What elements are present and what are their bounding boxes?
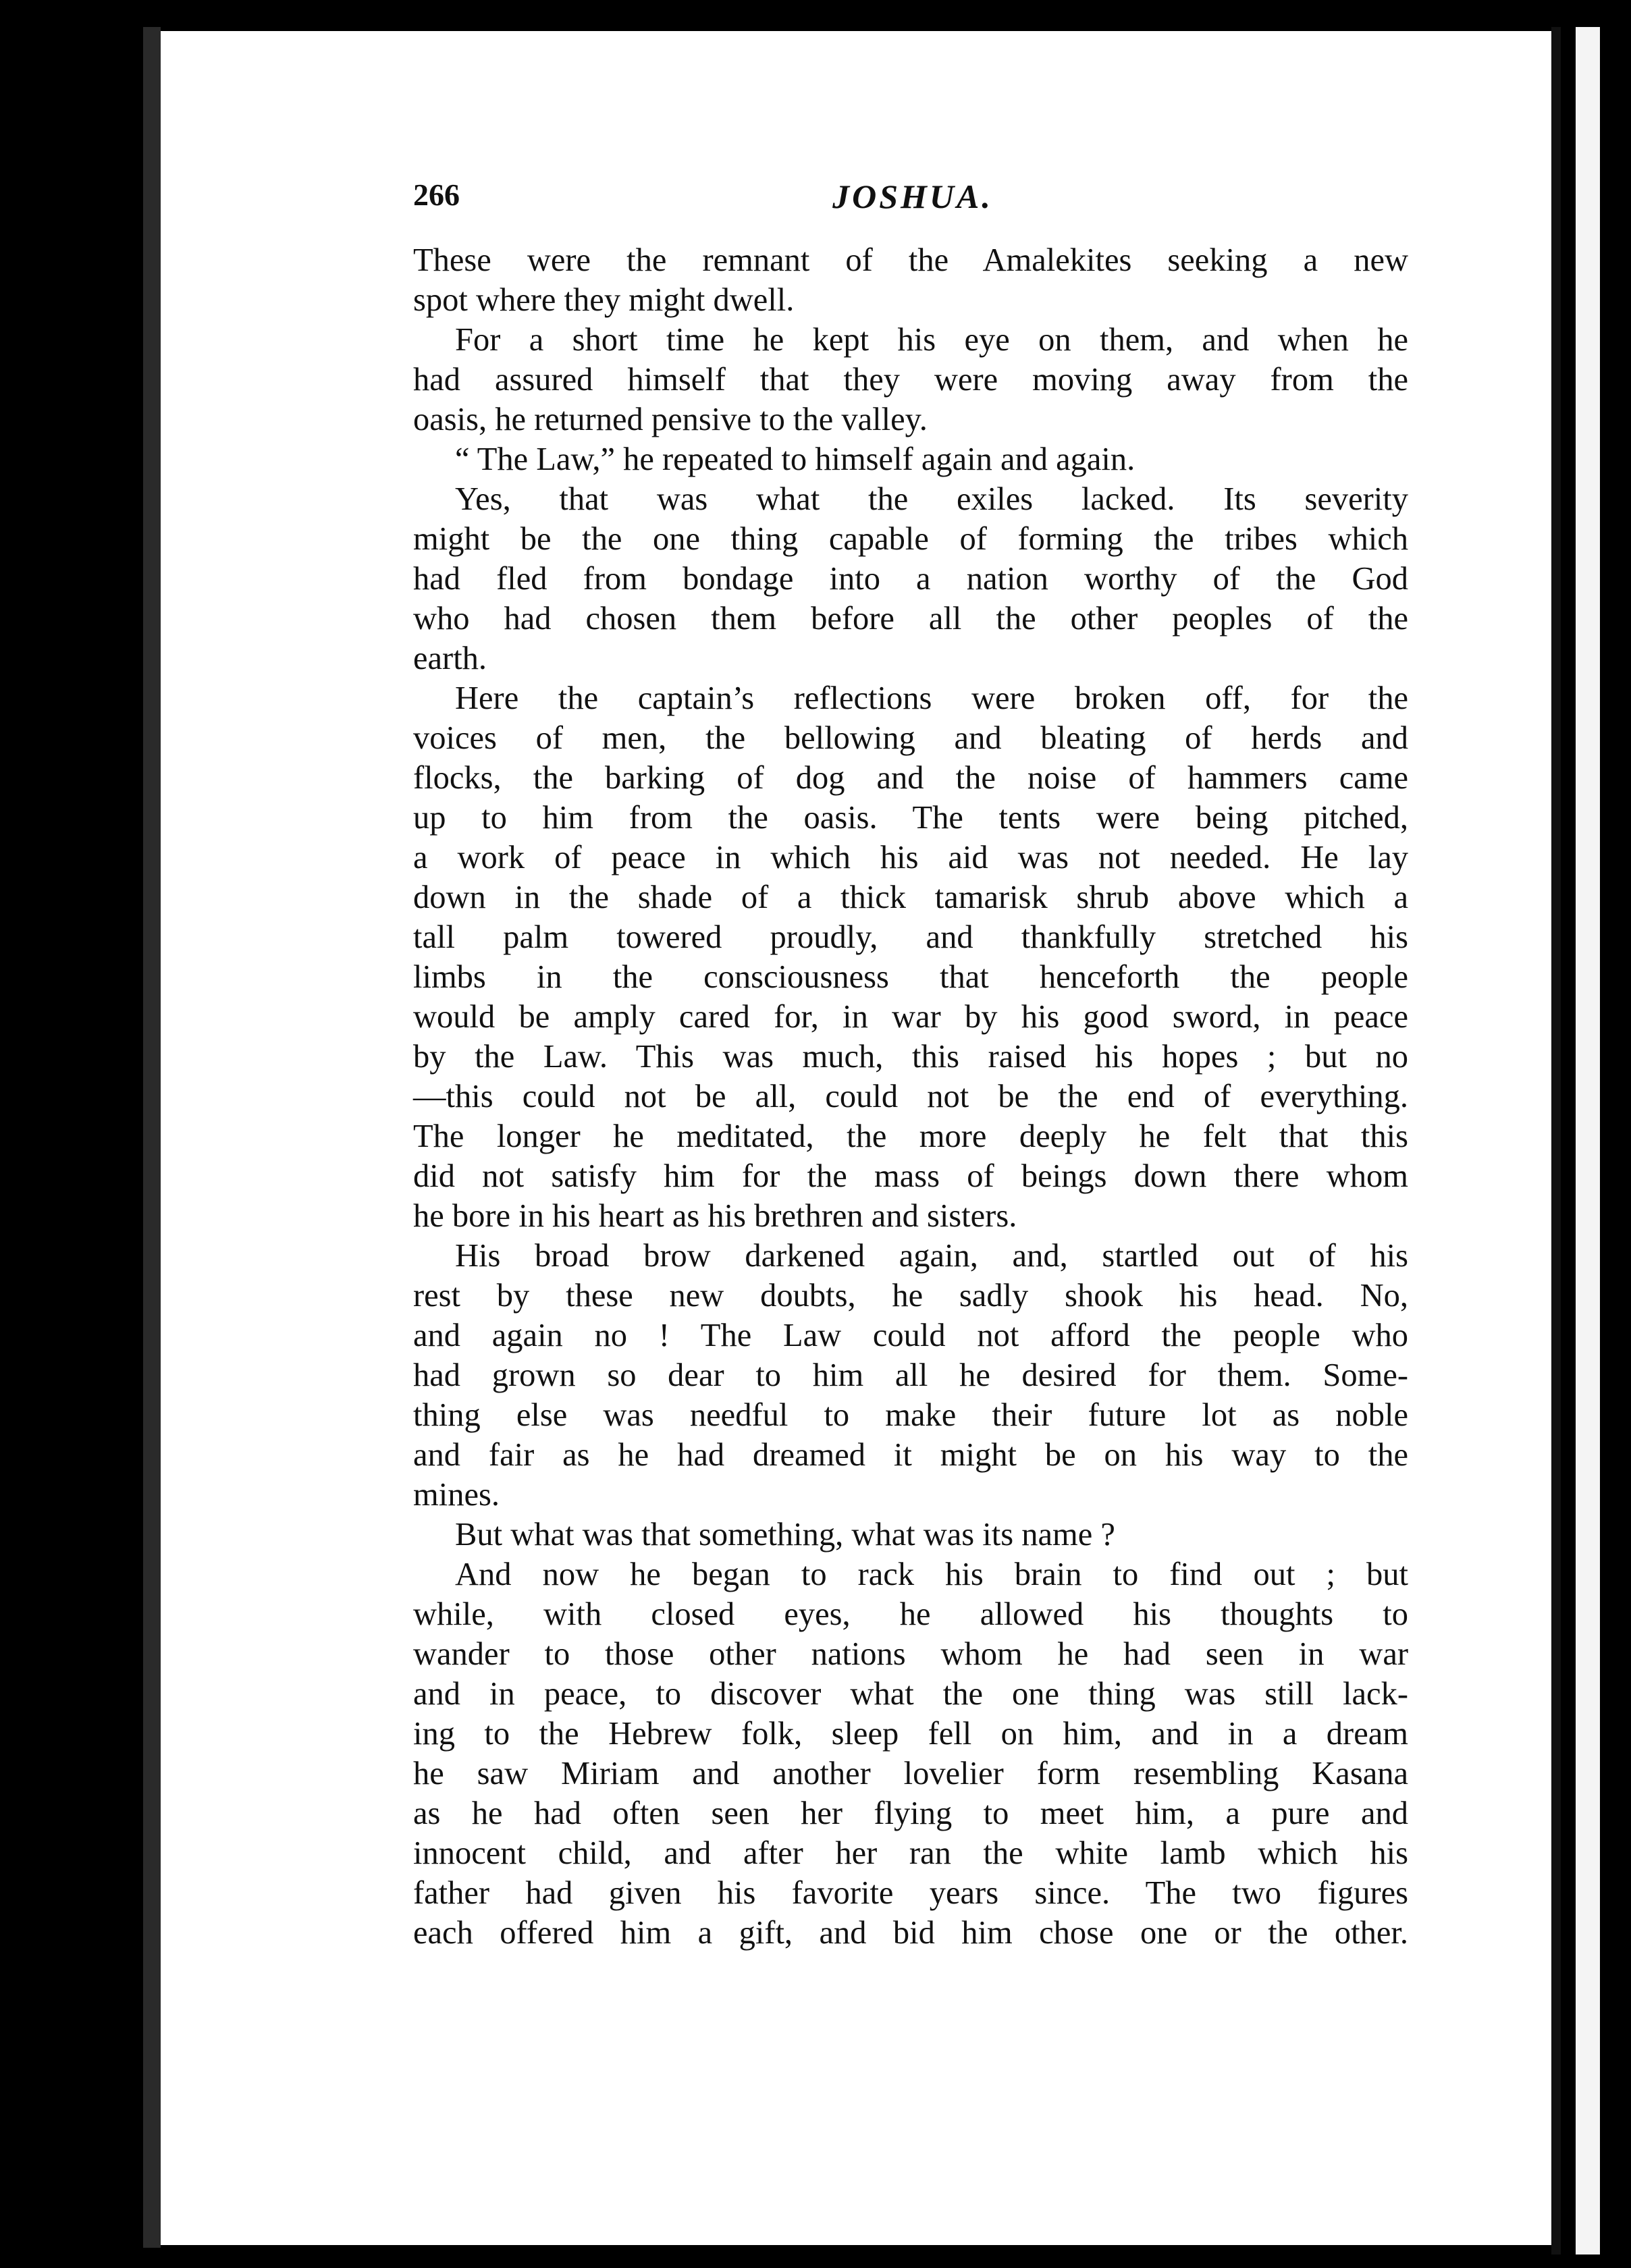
text-line: The longer he meditated, the more deeply he felt that this <box>413 1118 1408 1154</box>
text-line: And now he began to rack his brain to find out ; but <box>455 1557 1408 1592</box>
text-line: earth. <box>413 641 487 676</box>
text-line: did not satisfy him for the mass of beings down there whom <box>413 1158 1408 1194</box>
running-head <box>413 177 1412 224</box>
text-line: as he had often seen her flying to meet him, a pure and <box>413 1796 1408 1831</box>
text-line: “ The Law,” he repeated to himself again and again. <box>455 441 1135 477</box>
scanner-strip <box>1573 27 1600 2254</box>
text-line: and fair as he had dreamed it might be on his way to the <box>413 1437 1408 1473</box>
text-line: he bore in his heart as his brethren and sisters. <box>413 1198 1017 1234</box>
text-line: limbs in the consciousness that henceforth the people <box>413 959 1408 995</box>
body-text <box>413 240 1408 1953</box>
text-line: Here the captain’s reflections were broken off, for the <box>455 680 1408 716</box>
text-line: down in the shade of a thick tamarisk shrub above which a <box>413 880 1408 915</box>
text-line: innocent child, and after her ran the white lamb which his <box>413 1835 1408 1871</box>
text-line: spot where they might dwell. <box>413 282 795 318</box>
text-line: His broad brow darkened again, and, startled out of his <box>455 1238 1408 1274</box>
text-line: who had chosen them before all the other peoples of the <box>413 601 1408 637</box>
text-line: by the Law. This was much, this raised his hopes ; but no <box>413 1039 1408 1075</box>
scan-frame-left <box>143 27 161 2248</box>
text-line: thing else was needful to make their future lot as noble <box>413 1397 1408 1433</box>
text-line: a work of peace in which his aid was not needed. He lay <box>413 840 1408 875</box>
text-line: would be amply cared for, in war by his good sword, in peace <box>413 999 1408 1035</box>
text-line: had fled from bondage into a nation worthy of the God <box>413 561 1408 597</box>
text-line: he saw Miriam and another lovelier form resembling Kasana <box>413 1756 1408 1791</box>
scan-frame-right <box>1551 27 1561 2254</box>
text-line: ing to the Hebrew folk, sleep fell on him, and in a dream <box>413 1716 1408 1752</box>
page-number: 266 <box>413 178 460 212</box>
text-line: rest by these new doubts, he sadly shook his head. No, <box>413 1278 1408 1314</box>
text-line: had assured himself that they were moving away from the <box>413 362 1408 398</box>
text-line: each offered him a gift, and bid him chose one or the other. <box>413 1915 1408 1951</box>
running-title: JOSHUA. <box>832 178 993 215</box>
text-line: and again no ! The Law could not afford the people who <box>413 1318 1408 1353</box>
scanner-strip-rule <box>1573 27 1576 2254</box>
text-line: —this could not be all, could not be the end of everything. <box>413 1079 1408 1114</box>
text-line: flocks, the barking of dog and the noise of hammers came <box>413 760 1408 796</box>
text-line: mines. <box>413 1477 500 1513</box>
text-line: father had given his favorite years since. The two figures <box>413 1875 1408 1911</box>
text-line: voices of men, the bellowing and bleating of herds and <box>413 720 1408 756</box>
text-line: tall palm towered proudly, and thankfully stretched his <box>413 919 1408 955</box>
text-line: up to him from the oasis. The tents were being pitched, <box>413 800 1408 836</box>
text-line: might be the one thing capable of forming the tribes which <box>413 521 1408 557</box>
text-line: These were the remnant of the Amalekites seeking a new <box>413 242 1408 278</box>
text-line: had grown so dear to him all he desired for them. Some- <box>413 1357 1408 1393</box>
text-line: while, with closed eyes, he allowed his thoughts to <box>413 1596 1408 1632</box>
text-line: and in peace, to discover what the one thing was still lack- <box>413 1676 1408 1712</box>
text-line: wander to those other nations whom he had seen in war <box>413 1636 1408 1672</box>
text-line: Yes, that was what the exiles lacked. Its severity <box>455 481 1408 517</box>
text-line: For a short time he kept his eye on them, and when he <box>455 322 1408 358</box>
text-line: oasis, he returned pensive to the valley. <box>413 402 928 437</box>
text-line: But what was that something, what was its name ? <box>455 1517 1115 1552</box>
